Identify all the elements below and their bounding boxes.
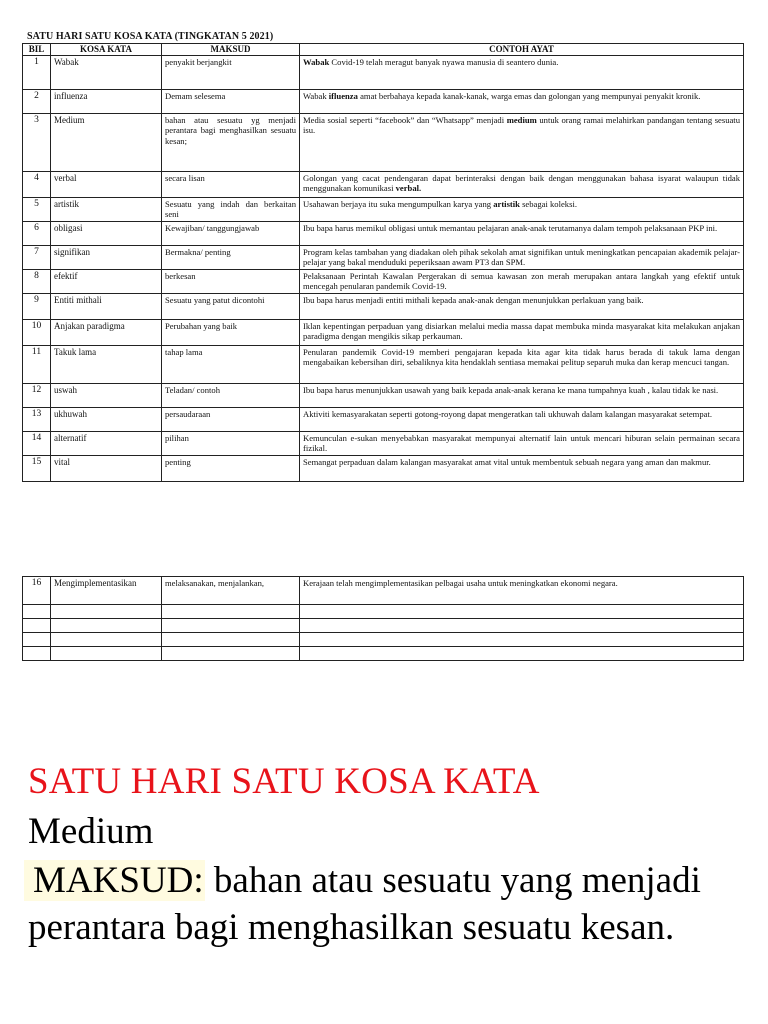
row-example: Golongan yang cacat pendengaran dapat berinteraksi dengan baik dengan menggunakan bahasa isyarat walaupun tidak menggunakan komunikasi verbal.	[300, 172, 744, 198]
maksud-label-text: MAKSUD	[33, 860, 194, 901]
vocabulary-table	[22, 43, 744, 482]
row-example: Ibu bapa harus menunjukkan usawah yang baik kepada anak-anak kerana ke mana tumpahnya kuah , kalau tidak ke nasi.	[300, 384, 744, 408]
row-bil: 8	[23, 270, 51, 294]
row-meaning: Demam selesema	[162, 90, 300, 114]
row-example: Ibu bapa harus menjadi entiti mithali kepada anak-anak dengan menunjukkan perlakuan yang baik.	[300, 294, 744, 320]
row-meaning: melaksanakan, menjalankan,	[162, 577, 300, 605]
slide-definition: bahan atau sesuatu yang menjadi perantara bagi menghasilkan sesuatu kesan.	[28, 860, 701, 948]
row-meaning: berkesan	[162, 270, 300, 294]
continuation-table	[22, 576, 744, 661]
row-bil: 1	[23, 56, 51, 90]
row-bil: 13	[23, 408, 51, 432]
row-word: efektif	[51, 270, 162, 294]
row-word: Entiti mithali	[51, 294, 162, 320]
row-example: Pelaksanaan Perintah Kawalan Pergerakan di semua kawasan zon merah merupakan antara langkah yang efektif untuk mencegah penularan pandemik Covid-19.	[300, 270, 744, 294]
row-word: vital	[51, 456, 162, 482]
row-example: Penularan pandemik Covid-19 memberi pengajaran kepada kita agar kita tidak harus berada di takuk lama dengan mengabaikan kebersihan diri, sebaliknya kita hendaklah sentiasa memakai pelitup separuh muka dan kerap mencuci tangan.	[300, 346, 744, 384]
row-word: Mengimplementasikan	[51, 577, 162, 605]
row-bil: 4	[23, 172, 51, 198]
row-example: Usahawan berjaya itu suka mengumpulkan karya yang artistik sebagai koleksi.	[300, 198, 744, 222]
row-meaning: secara lisan	[162, 172, 300, 198]
table-row	[23, 198, 744, 222]
row-bil: 11	[23, 346, 51, 384]
header-bil: BIL	[23, 44, 51, 56]
row-meaning: tahap lama	[162, 346, 300, 384]
header-kosa-kata: KOSA KATA	[51, 44, 162, 56]
row-meaning: pilihan	[162, 432, 300, 456]
row-word: obligasi	[51, 222, 162, 246]
row-bil: 7	[23, 246, 51, 270]
row-example: Ibu bapa harus memikul obligasi untuk memantau pelajaran anak-anak terutamanya dalam tempoh pelaksanaan PKP ini.	[300, 222, 744, 246]
row-bil: 2	[23, 90, 51, 114]
table-row	[23, 408, 744, 432]
document-title: SATU HARI SATU KOSA KATA (TINGKATAN 5 2021)	[27, 31, 274, 42]
maksud-colon: :	[193, 860, 204, 901]
header-maksud: MAKSUD	[162, 44, 300, 56]
row-example: Wabak Covid-19 telah meragut banyak nyawa manusia di seantero dunia.	[300, 56, 744, 90]
slide-definition-block	[28, 858, 748, 951]
row-bil: 16	[23, 577, 51, 605]
table-row	[23, 270, 744, 294]
table-row	[23, 577, 744, 605]
row-bil: 10	[23, 320, 51, 346]
row-meaning: bahan atau sesuatu yg menjadi perantara bagi menghasilkan sesuatu kesan;	[162, 114, 300, 172]
row-meaning: Sesuatu yang indah dan berkaitan seni	[162, 198, 300, 222]
row-example: Kerajaan telah mengimplementasikan pelbagai usaha untuk meningkatkan ekonomi negara.	[300, 577, 744, 605]
row-word: artistik	[51, 198, 162, 222]
row-word: influenza	[51, 90, 162, 114]
maksud-label	[24, 860, 205, 901]
row-word: uswah	[51, 384, 162, 408]
row-example: Iklan kepentingan perpaduan yang disiarkan melalui media massa dapat membuka minda masyarakat kita melakukan anjakan paradigma dengan mengikis sikap perkauman.	[300, 320, 744, 346]
row-word: alternatif	[51, 432, 162, 456]
table-row	[23, 172, 744, 198]
row-meaning: penting	[162, 456, 300, 482]
row-bil: 6	[23, 222, 51, 246]
row-word: Anjakan paradigma	[51, 320, 162, 346]
slide-word: Medium	[28, 811, 154, 852]
table-row	[23, 384, 744, 408]
empty-row	[23, 619, 744, 633]
row-example: Semangat perpaduan dalam kalangan masyarakat amat vital untuk membentuk sebuah negara yang aman dan makmur.	[300, 456, 744, 482]
row-example: Kemunculan e-sukan menyebabkan masyarakat mempunyai alternatif lain untuk mencari hiburan selain permainan secara fizikal.	[300, 432, 744, 456]
slide-title: SATU HARI SATU KOSA KATA	[28, 761, 540, 802]
table-header-row	[23, 44, 744, 56]
row-example: Aktiviti kemasyarakatan seperti gotong-royong dapat mengeratkan tali ukhuwah dalam kalangan masyarakat setempat.	[300, 408, 744, 432]
row-bil: 14	[23, 432, 51, 456]
row-bil: 5	[23, 198, 51, 222]
empty-row	[23, 605, 744, 619]
row-bil: 9	[23, 294, 51, 320]
table-row	[23, 114, 744, 172]
row-word: verbal	[51, 172, 162, 198]
row-word: ukhuwah	[51, 408, 162, 432]
table-row	[23, 246, 744, 270]
table-row	[23, 432, 744, 456]
table-row	[23, 56, 744, 90]
row-word: signifikan	[51, 246, 162, 270]
empty-row	[23, 633, 744, 647]
header-contoh-ayat: CONTOH AYAT	[300, 44, 744, 56]
table-row	[23, 294, 744, 320]
row-meaning: persaudaraan	[162, 408, 300, 432]
row-meaning: penyakit berjangkit	[162, 56, 300, 90]
table-row	[23, 456, 744, 482]
row-example: Media sosial seperti “facebook” dan “Whatsapp” menjadi medium untuk orang ramai melahirkan pandangan tentang sesuatu isu.	[300, 114, 744, 172]
row-bil: 12	[23, 384, 51, 408]
row-word: Takuk lama	[51, 346, 162, 384]
row-bil: 15	[23, 456, 51, 482]
row-meaning: Bermakna/ penting	[162, 246, 300, 270]
row-example: Wabak ifluenza amat berbahaya kepada kanak-kanak, warga emas dan golongan yang mempunyai penyakit kronik.	[300, 90, 744, 114]
table-row	[23, 90, 744, 114]
empty-row	[23, 647, 744, 661]
row-example: Program kelas tambahan yang diadakan oleh pihak sekolah amat signifikan untuk meningkatkan pencapaian akademik pelajar-pelajar yang bakal menduduki peperiksaan awam PT3 dan SPM.	[300, 246, 744, 270]
row-meaning: Teladan/ contoh	[162, 384, 300, 408]
row-word: Medium	[51, 114, 162, 172]
table-row	[23, 320, 744, 346]
table-row	[23, 346, 744, 384]
row-meaning: Kewajiban/ tanggungjawab	[162, 222, 300, 246]
row-meaning: Sesuatu yang patut dicontohi	[162, 294, 300, 320]
table-row	[23, 222, 744, 246]
row-meaning: Perubahan yang baik	[162, 320, 300, 346]
row-bil: 3	[23, 114, 51, 172]
row-word: Wabak	[51, 56, 162, 90]
